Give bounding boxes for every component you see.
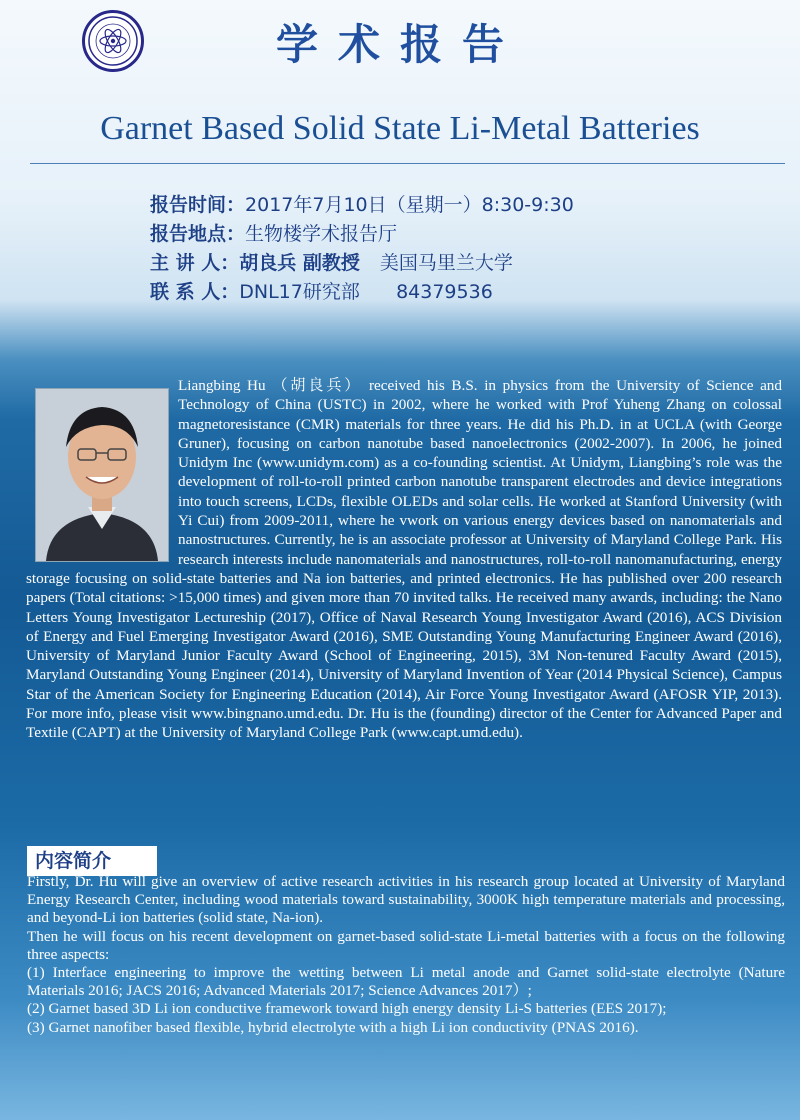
speaker-name: 胡良兵 副教授 [239,252,360,274]
abstract-paragraph: (2) Garnet based 3D Li ion conductive framework toward high energy density Li-S batteries (EES 2017); [27,1000,667,1018]
contact-value: DNL17研究部 84379536 [239,281,493,303]
event-info [150,190,770,306]
photo-spacer [26,376,178,558]
speaker-row [150,248,770,277]
speaker-affiliation: 美国马里兰大学 [379,252,513,274]
time-row [150,190,770,219]
time-value: 2017年7月10日（星期一）8:30-9:30 [245,194,574,216]
contact-row [150,277,770,306]
place-row [150,219,770,248]
page-title: Garnet Based Solid State Li-Metal Batteries [100,110,700,147]
section-heading: 内容简介 [27,846,157,876]
banner-title: 学术报告 [275,20,524,69]
header [0,0,800,80]
abstract-paragraph: Firstly, Dr. Hu will give an overview of active research activities in his research group located at University of Maryland Energy Research Center, including wood materials toward sustainability, 3000K high temperature materials and processing, and beyond-Li ion batteries (solid state, Na-ion). [27,873,785,927]
place-value: 生物楼学术报告厅 [245,223,398,245]
bio-text: Liangbing Hu （胡良兵） received his B.S. in physics from the University of Science and Technology of China (USTC) in 2002, where he worked with Prof Yuheng Zhang on colossal magnetoresistance (CMR) materials for three years. He did his Ph.D. in at UCLA (with George Gruner), focusing on carbon nanotube based nanoelectronics (2002-2007). In 2006, he joined Unidym Inc (www.unidym.com) as a co-founding scientist. At Unidym, Liangbing’s role was the development of roll-to-roll printed carbon nanotube transparent electrodes and device integrations into touch screens, LCDs, flexible OLEDs and solar cells. He worked at Stanford University (with Yi Cui) from 2009-2011, where he vwork on various energy devices based on nanomaterials and nanostructures. Currently, he is an associate professor at University of Maryland College Park. His research interests include nanomaterials and nanostructures, roll-to-roll nanomanufacturing, energy storage focusing on solid-state batteries and Na ion batteries, and printed electronics. He has published over 200 research papers (Total citations: >15,000 times) and given more than 70 invited talks. He received many awards, including: the Nano Letters Young Investigator Lectureship (2017), Office of Naval Research Young Investigator Award (2016), ACS Division of Energy and Fuel Emerging Investigator Award (2016), SME Outstanding Young Manufacturing Engineer Award (2016), University of Maryland Junior Faculty Award (School of Engineering, 2015), 3M Non-tenured Faculty Award (2015), Maryland Outstanding Young Engineer (2014), University of Maryland Invention of Year (2014 Physical Science), Campus Star of the American Society for Engineering Education (2014), Air Force Young Investigator Award (AFOSR YIP, 2013). For more info, please visit www.bingnano.umd.edu. Dr. Hu is the (founding) director of the Center for Advanced Paper and Textile (CAPT) at the University of Maryland College Park (www.capt.umd.edu). [26,377,782,742]
abstract-paragraph: (3) Garnet nanofiber based flexible, hybrid electrolyte with a high Li ion conductivity (PNAS 2016). [27,1018,639,1036]
abstract [27,873,785,1037]
place-label: 报告地点： [150,223,246,245]
speaker-label: 主 讲 人： [150,252,240,274]
time-label: 报告时间： [150,194,246,216]
title-divider [30,163,785,164]
abstract-paragraph: Then he will focus on his recent development on garnet-based solid-state Li-metal batteries with a focus on the following three aspects: [27,927,785,963]
abstract-paragraph: (1) Interface engineering to improve the wetting between Li metal anode and Garnet solid-state electrolyte (Nature Materials 2016; JACS 2016; Advanced Materials 2017; Science Advances 2017）; [27,964,785,1000]
speaker-bio [26,376,782,743]
contact-label: 联 系 人： [150,281,240,303]
